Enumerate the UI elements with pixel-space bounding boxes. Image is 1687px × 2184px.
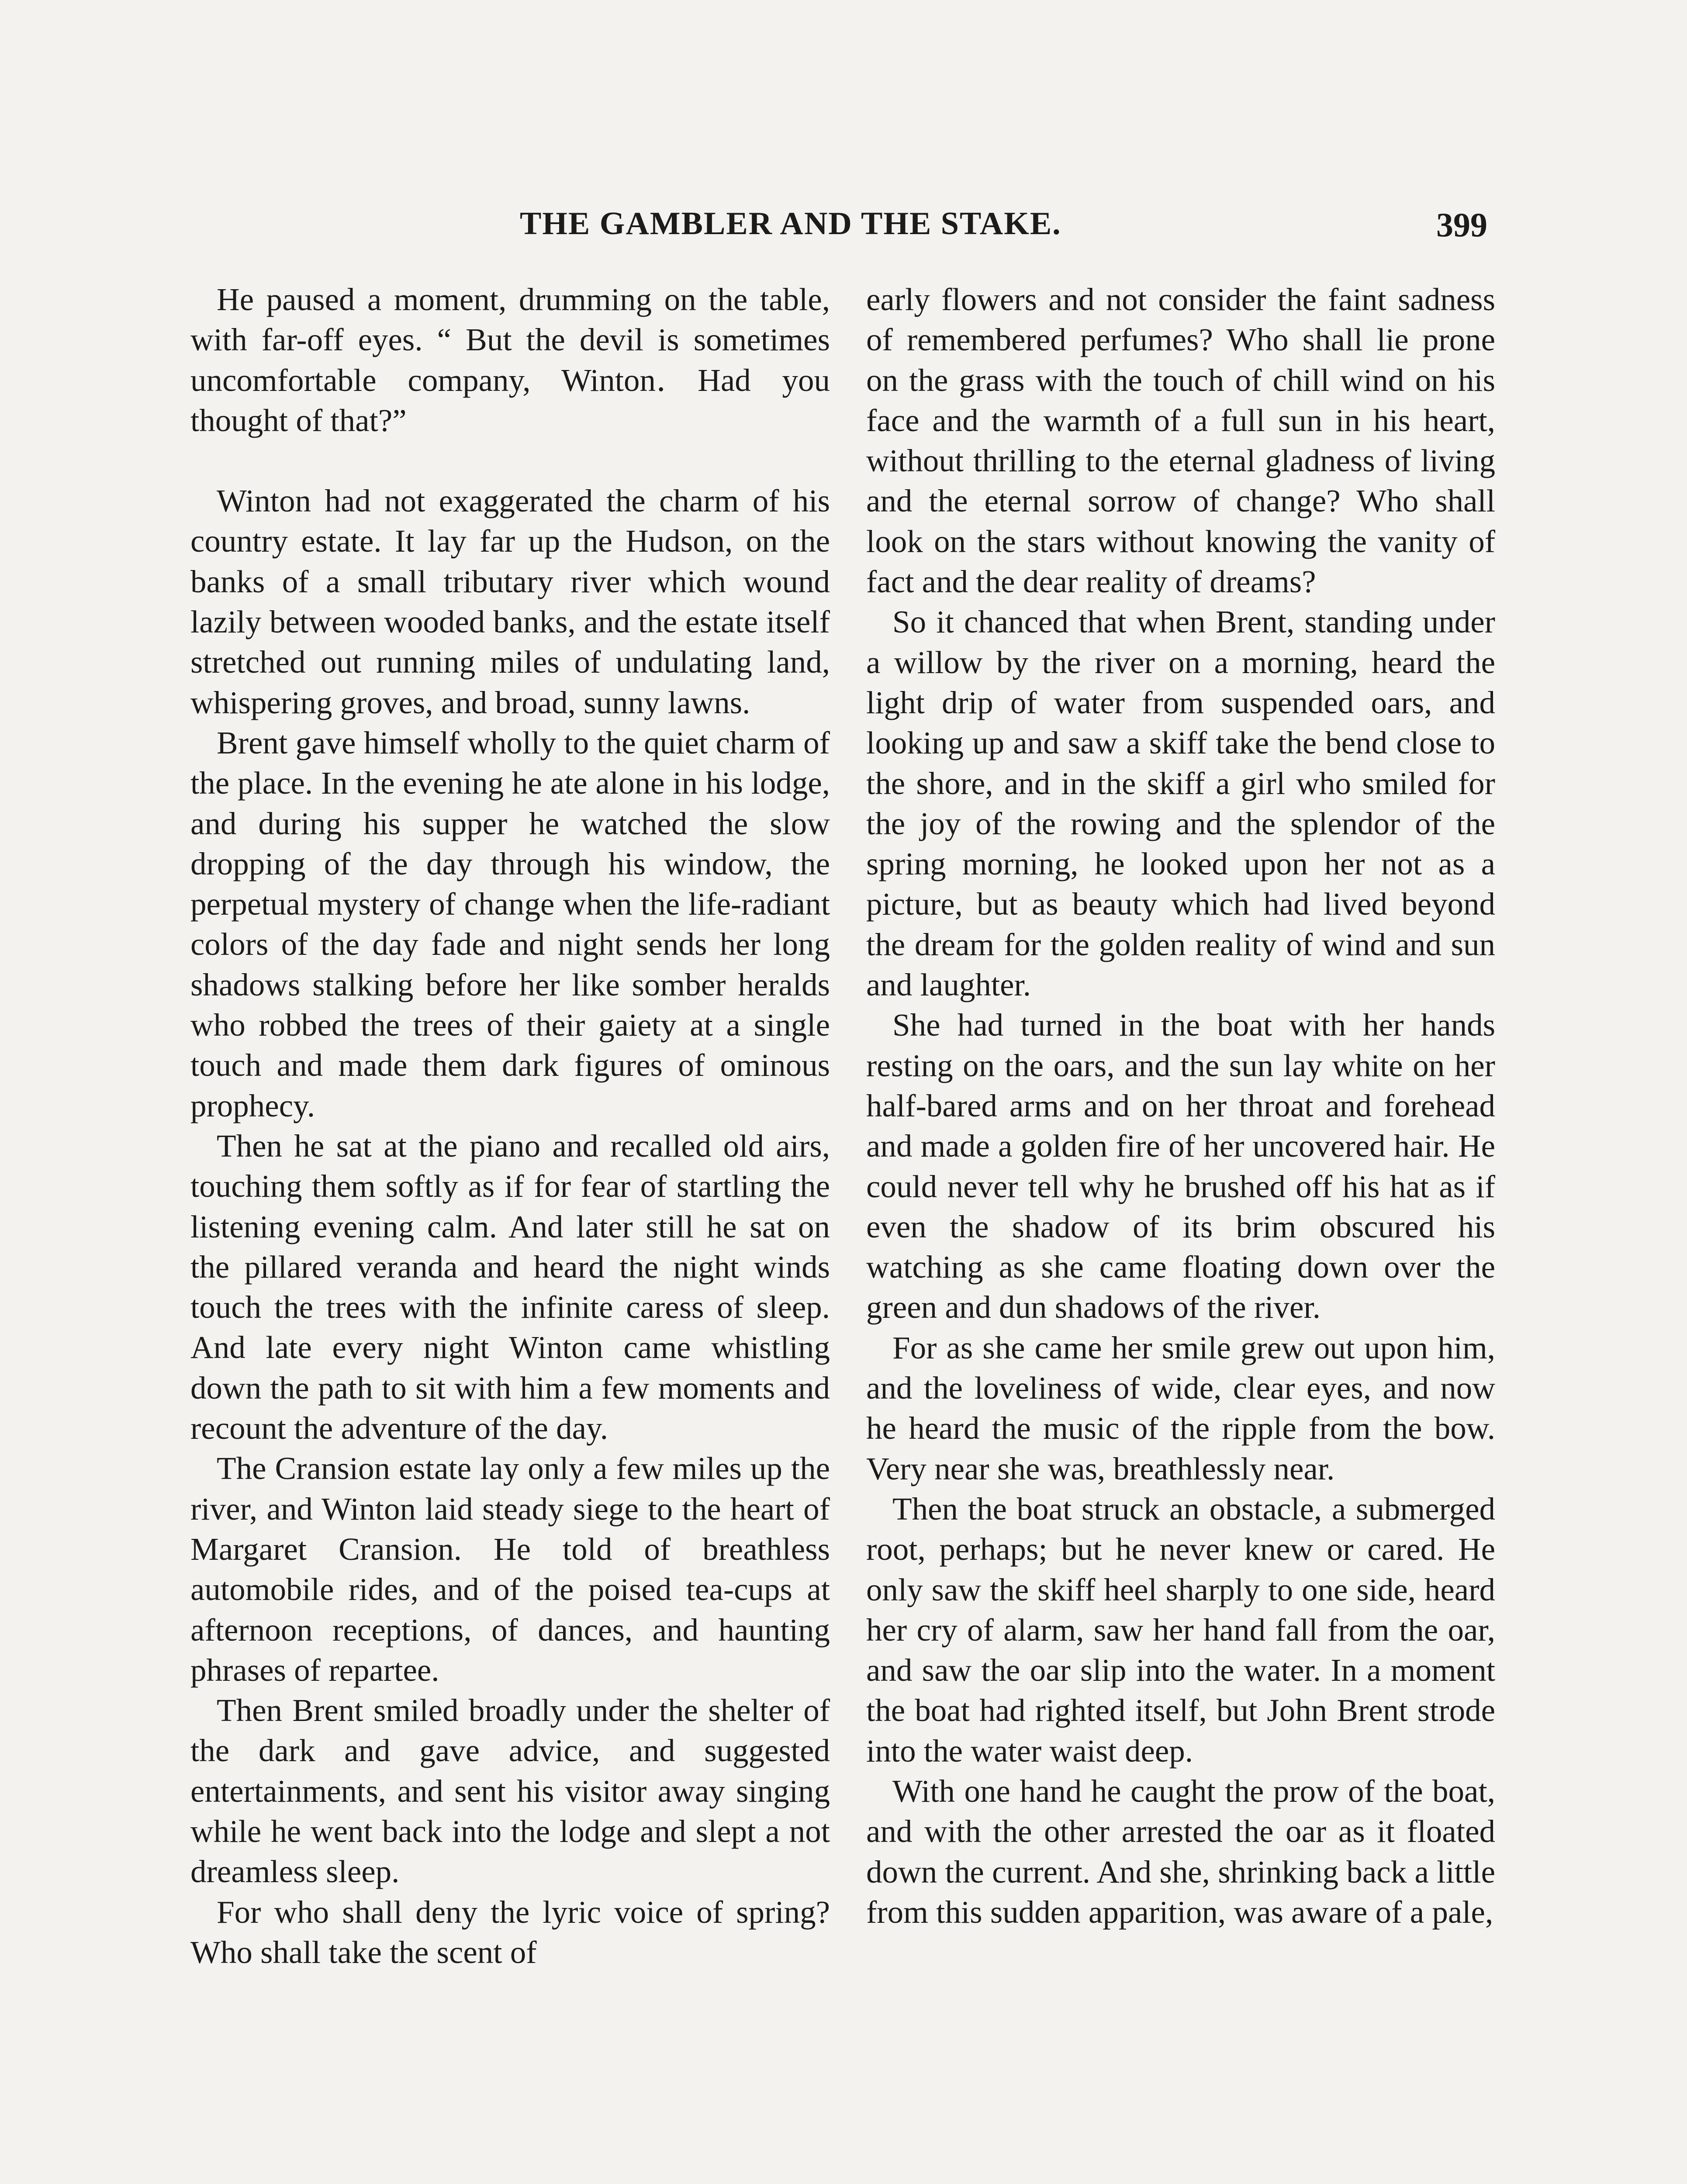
paragraph: The Cransion estate lay only a few miles up the river, and Winton laid steady siege to the heart of Margaret Cransion. He told of breathless automobile rides, and of the poised tea-cups at afternoon receptions, of dances, and haunting phrases of repartee.: [190, 1451, 830, 1688]
paragraph: She had turned in the boat with her hands resting on the oars, and the sun lay white on her half-bared arms and on her throat and forehead and made a golden fire of her uncovered hair. He could never tell why he brushed off his hat as if even the shadow of its brim obscured his watching as she came floating down over the green and dun shadows of the river.: [866, 1007, 1495, 1325]
running-head: THE GAMBLER AND THE STAKE.: [520, 206, 1061, 242]
paragraph: Then he sat at the piano and recalled old airs, touching them softly as if for fear of startling the listening evening calm. And later still he sat on the pillared veranda and heard the night winds touch the trees with the infinite caress of sleep. And late every night Winton came whistling down the path to sit with him a few moments and recount the adventure of the day.: [190, 1128, 830, 1446]
page-number: 399: [1436, 206, 1487, 244]
paragraph: Winton had not exaggerated the charm of his country estate. It lay far up the Hudson, on the banks of a small tributary river which wound lazily between wooded banks, and the estate itself stretched out running miles of undulating land, whispering groves, and broad, sunny lawns.: [190, 483, 830, 720]
paragraph: Then Brent smiled broadly under the shelter of the dark and gave advice, and suggested entertainments, and sent his visitor away singing while he went back into the lodge and slept a not dreamless sleep.: [190, 1693, 830, 1890]
paragraph: He paused a moment, drumming on the table, with far-off eyes. “ But the devil is sometimes uncomfortable company, Winton․ Had you thought of that?”: [190, 282, 830, 438]
paragraph: Brent gave himself wholly to the quiet charm of the place. In the evening he ate alone in his lodge, and during his supper he watched the slow dropping of the day through his window, the perpetual mystery of change when the life-radiant colors of the day fade and night sends her long shadows stalking before her like somber heralds who robbed the trees of their gaiety at a single touch and made them dark figures of ominous prophecy.: [190, 725, 830, 1123]
right-column: [866, 280, 1495, 1932]
paragraph: With one hand he caught the prow of the boat, and with the other arrested the oar as it floated down the current. And she, shrinking back a little from this sudden apparition, was aware of a pale,: [866, 1773, 1495, 1930]
paragraph: For who shall deny the lyric voice of spring? Who shall take the scent of: [190, 1894, 830, 1970]
left-column: [190, 280, 830, 1973]
paragraph: Then the boat struck an obstacle, a submerged root, perhaps; but he never knew or cared. He only saw the skiff heel sharply to one side, heard her cry of alarm, saw her hand fall from the oar, and saw the oar slip into the water. In a moment the boat had righted itself, but John Brent strode into the water waist deep.: [866, 1491, 1495, 1769]
paragraph: early flowers and not consider the faint sadness of remembered perfumes? Who shall lie prone on the grass with the touch of chill wind on his face and the warmth of a full sun in his heart, without thrilling to the eternal gladness of living and the eternal sorrow of change? Who shall look on the stars without knowing the vanity of fact and the dear reality of dreams?: [866, 282, 1495, 600]
paragraph: So it chanced that when Brent, standing under a willow by the river on a morning, heard the light drip of water from suspended oars, and looking up and saw a skiff take the bend close to the shore, and in the skiff a girl who smiled for the joy of the rowing and the splendor of the spring morning, he looked upon her not as a picture, but as beauty which had lived beyond the dream for the golden reality of wind and sun and laughter.: [866, 604, 1495, 1003]
paragraph: For as she came her smile grew out upon him, and the loveliness of wide, clear eyes, and now he heard the music of the ripple from the bow. Very near she was, breathlessly near.: [866, 1330, 1495, 1486]
